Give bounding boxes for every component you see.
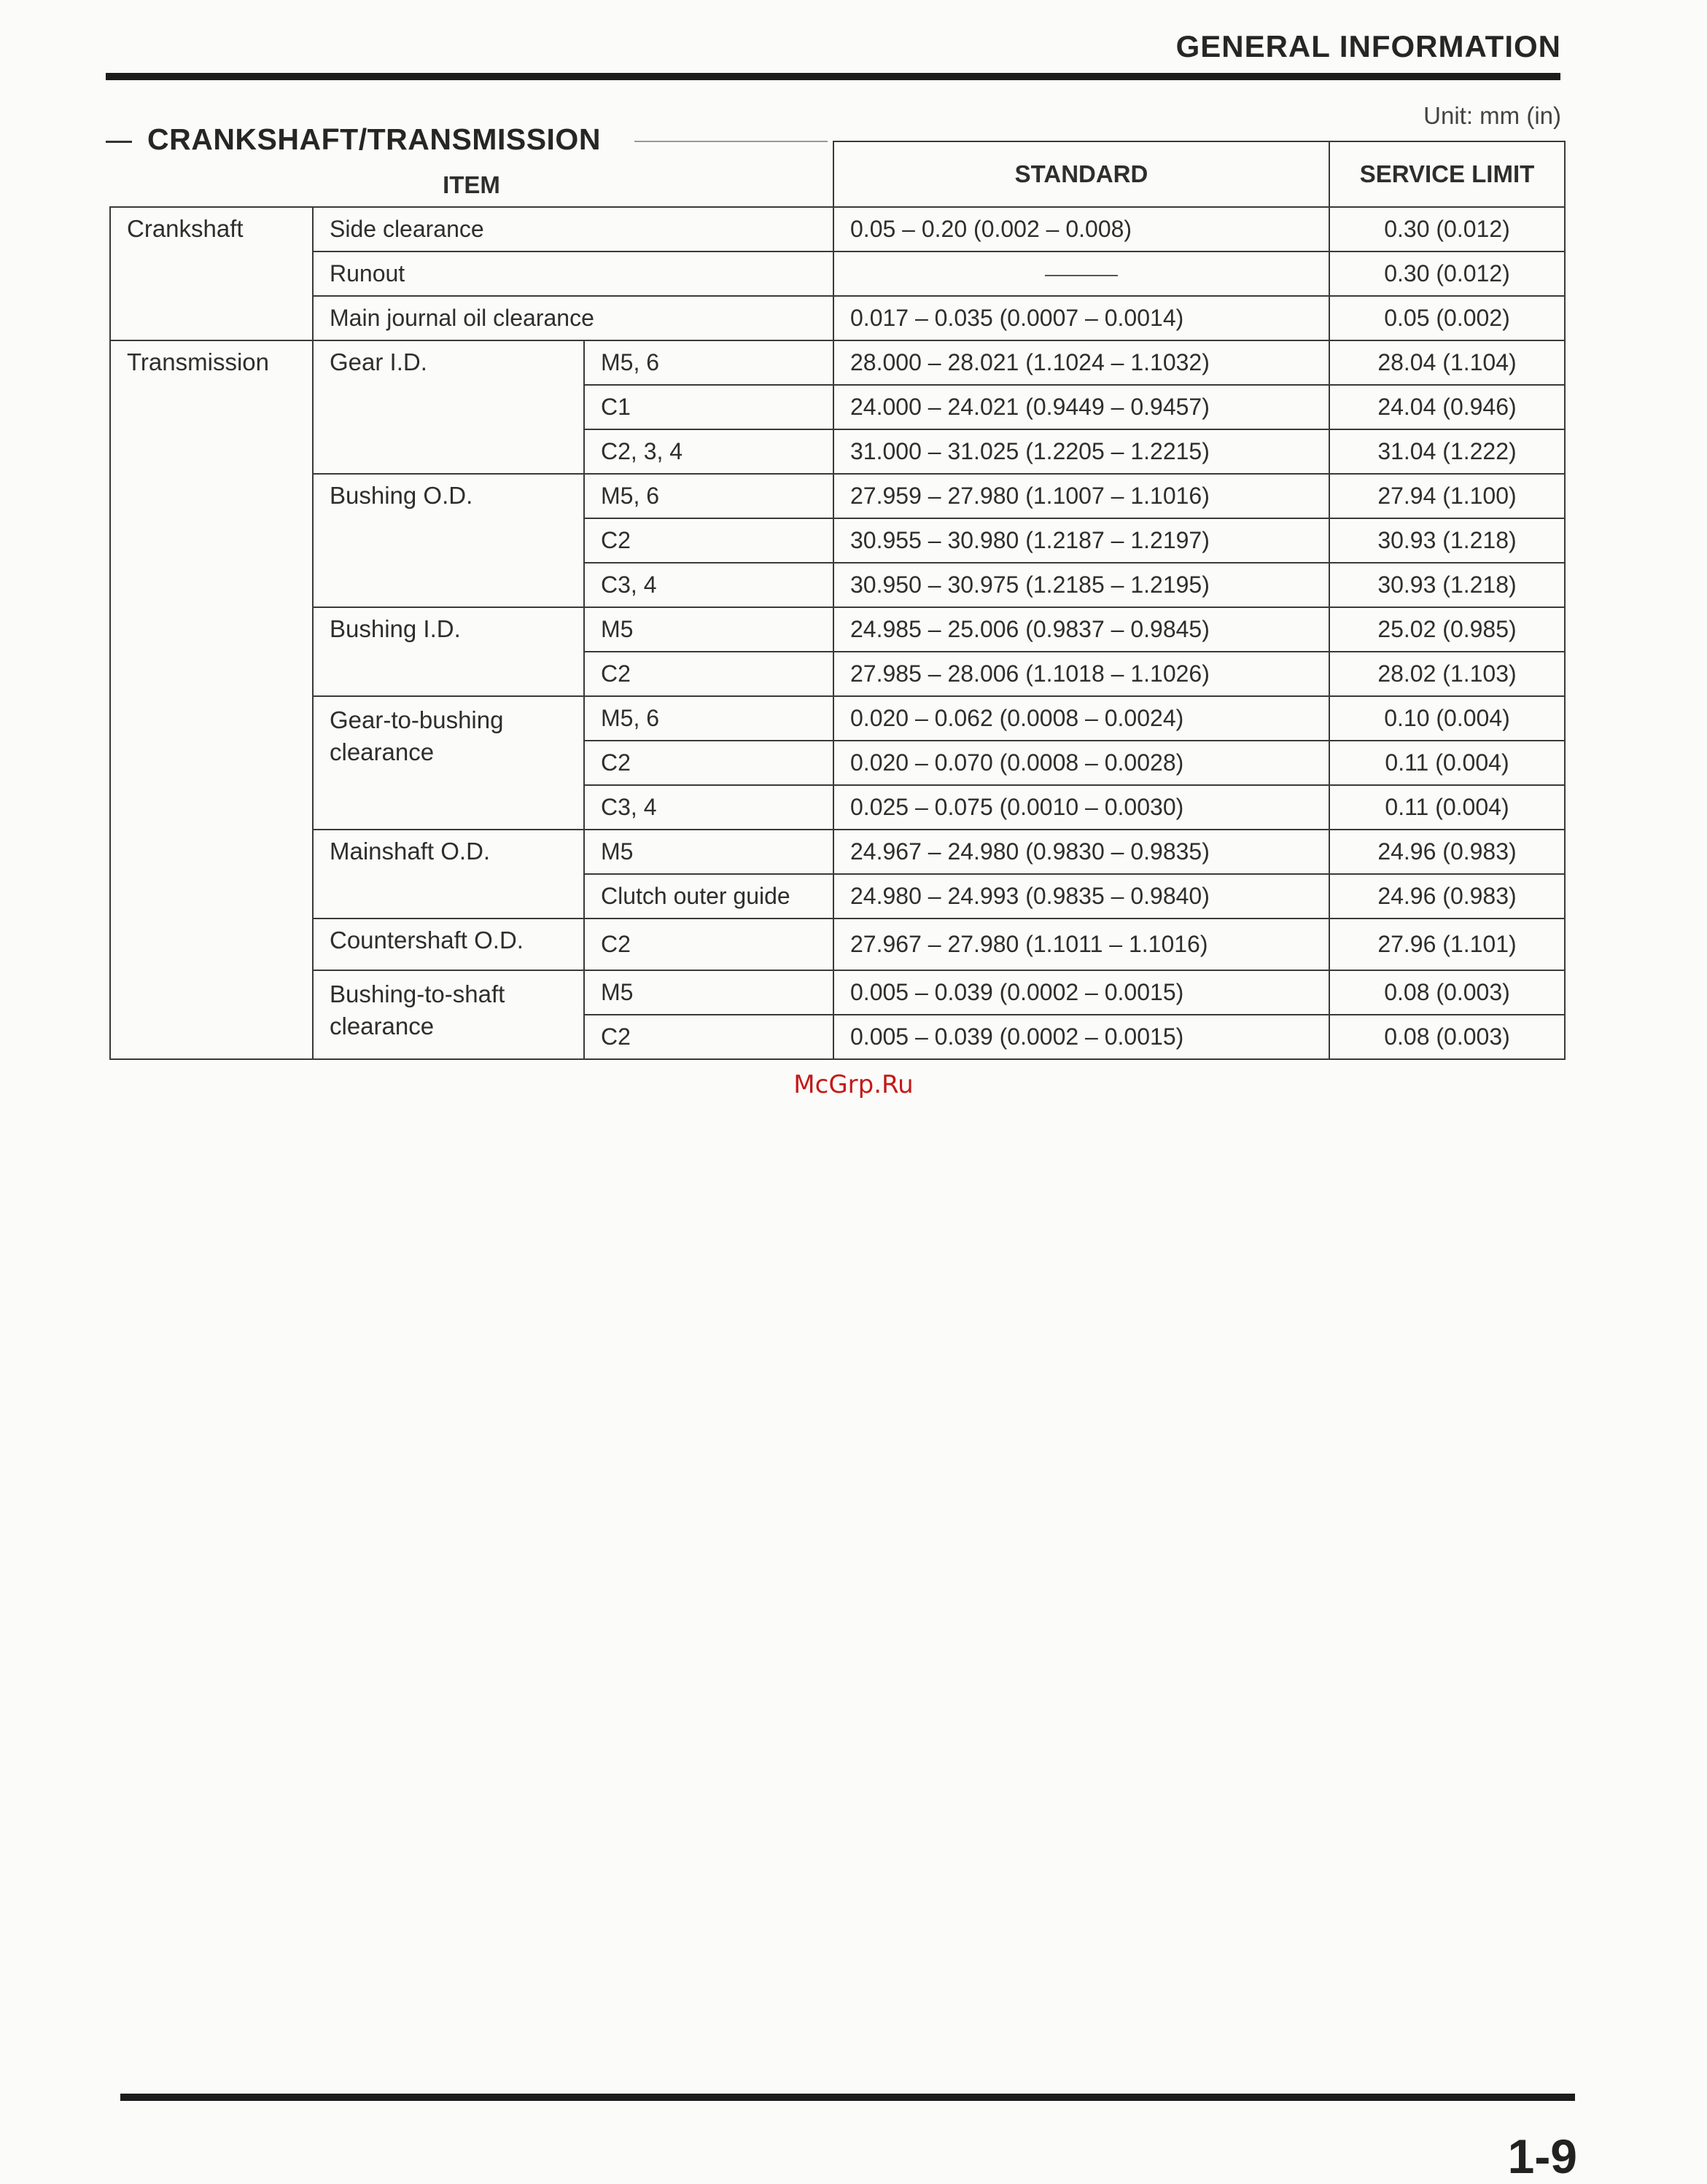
item-cell: Runout <box>313 251 833 296</box>
standard-cell: 30.955 – 30.980 (1.2187 – 1.2197) <box>833 518 1329 563</box>
limit-cell: 24.04 (0.946) <box>1329 385 1565 429</box>
limit-cell: 27.96 (1.101) <box>1329 919 1565 970</box>
standard-cell: 0.005 – 0.039 (0.0002 – 0.0015) <box>833 970 1329 1015</box>
table-row <box>110 970 1565 1015</box>
limit-cell: 24.96 (0.983) <box>1329 830 1565 874</box>
gear-cell: C1 <box>584 385 833 429</box>
gear-cell: M5, 6 <box>584 340 833 385</box>
limit-cell: 30.93 (1.218) <box>1329 518 1565 563</box>
section-title: CRANKSHAFT/TRANSMISSION <box>147 122 601 156</box>
group-crankshaft: Crankshaft <box>110 207 313 340</box>
gear-cell: C2 <box>584 518 833 563</box>
limit-cell: 30.93 (1.218) <box>1329 563 1565 607</box>
top-rule <box>106 73 1560 80</box>
gear-cell: M5 <box>584 970 833 1015</box>
gear-cell: Clutch outer guide <box>584 874 833 919</box>
standard-cell: 31.000 – 31.025 (1.2205 – 1.2215) <box>833 429 1329 474</box>
standard-cell: 30.950 – 30.975 (1.2185 – 1.2195) <box>833 563 1329 607</box>
table-row <box>110 607 1565 652</box>
bottom-rule <box>120 2094 1575 2101</box>
limit-cell: 0.30 (0.012) <box>1329 207 1565 251</box>
page-header-title: GENERAL INFORMATION <box>1175 29 1561 63</box>
spec-table <box>109 141 1566 1060</box>
item-cell: Side clearance <box>313 207 833 251</box>
limit-cell: 28.04 (1.104) <box>1329 340 1565 385</box>
limit-cell: 0.08 (0.003) <box>1329 970 1565 1015</box>
table-row <box>110 296 1565 340</box>
standard-cell: 27.985 – 28.006 (1.1018 – 1.1026) <box>833 652 1329 696</box>
gear-cell: C2 <box>584 741 833 785</box>
subgroup-mainshaft-od: Mainshaft O.D. <box>313 830 584 919</box>
table-row <box>110 474 1565 518</box>
gear-cell: M5, 6 <box>584 696 833 741</box>
gear-cell: C2 <box>584 919 833 970</box>
item-header: ITEM <box>110 141 833 207</box>
item-cell: Main journal oil clearance <box>313 296 833 340</box>
standard-cell: 0.005 – 0.039 (0.0002 – 0.0015) <box>833 1015 1329 1059</box>
standard-cell: 24.000 – 24.021 (0.9449 – 0.9457) <box>833 385 1329 429</box>
limit-cell: 0.30 (0.012) <box>1329 251 1565 296</box>
gear-cell: C3, 4 <box>584 563 833 607</box>
standard-cell: 0.020 – 0.062 (0.0008 – 0.0024) <box>833 696 1329 741</box>
group-transmission: Transmission <box>110 340 313 1059</box>
standard-cell: 28.000 – 28.021 (1.1024 – 1.1032) <box>833 340 1329 385</box>
limit-cell: 0.08 (0.003) <box>1329 1015 1565 1059</box>
standard-cell: 0.020 – 0.070 (0.0008 – 0.0028) <box>833 741 1329 785</box>
subgroup-bushing-id: Bushing I.D. <box>313 607 584 696</box>
table-row <box>110 696 1565 741</box>
standard-header: STANDARD <box>833 141 1329 207</box>
subgroup-bushing-od: Bushing O.D. <box>313 474 584 607</box>
table-row <box>110 207 1565 251</box>
standard-cell: 24.980 – 24.993 (0.9835 – 0.9840) <box>833 874 1329 919</box>
gear-cell: C2 <box>584 652 833 696</box>
standard-cell: 0.017 – 0.035 (0.0007 – 0.0014) <box>833 296 1329 340</box>
standard-cell: 0.025 – 0.075 (0.0010 – 0.0030) <box>833 785 1329 830</box>
limit-cell: 27.94 (1.100) <box>1329 474 1565 518</box>
gear-cell: M5 <box>584 830 833 874</box>
standard-cell: 24.985 – 25.006 (0.9837 – 0.9845) <box>833 607 1329 652</box>
gear-cell: C3, 4 <box>584 785 833 830</box>
watermark-text: McGrp.Ru <box>793 1070 914 1099</box>
limit-cell: 0.10 (0.004) <box>1329 696 1565 741</box>
gear-cell: M5 <box>584 607 833 652</box>
table-row <box>110 830 1565 874</box>
limit-cell: 31.04 (1.222) <box>1329 429 1565 474</box>
standard-cell: 24.967 – 24.980 (0.9830 – 0.9835) <box>833 830 1329 874</box>
gear-cell: C2, 3, 4 <box>584 429 833 474</box>
limit-cell: 0.11 (0.004) <box>1329 785 1565 830</box>
limit-cell: 0.05 (0.002) <box>1329 296 1565 340</box>
table-row <box>110 251 1565 296</box>
limit-cell: 25.02 (0.985) <box>1329 607 1565 652</box>
table-row <box>110 340 1565 385</box>
table-row <box>110 919 1565 970</box>
unit-note: Unit: mm (in) <box>1423 102 1561 129</box>
service-limit-header: SERVICE LIMIT <box>1329 141 1565 207</box>
limit-cell: 0.11 (0.004) <box>1329 741 1565 785</box>
standard-cell: 27.959 – 27.980 (1.1007 – 1.1016) <box>833 474 1329 518</box>
subgroup-countershaft-od: Countershaft O.D. <box>313 919 584 970</box>
subgroup-gear-id: Gear I.D. <box>313 340 584 474</box>
standard-cell-empty <box>833 251 1329 296</box>
gear-cell: C2 <box>584 1015 833 1059</box>
page-number: 1-9 <box>1507 2129 1577 2183</box>
standard-cell: 27.967 – 27.980 (1.1011 – 1.1016) <box>833 919 1329 970</box>
standard-cell: 0.05 – 0.20 (0.002 – 0.008) <box>833 207 1329 251</box>
limit-cell: 28.02 (1.103) <box>1329 652 1565 696</box>
not-applicable-dash <box>1045 275 1118 276</box>
subgroup-bushing-to-shaft-clearance: Bushing-to-shaft clearance <box>313 970 584 1059</box>
gear-cell: M5, 6 <box>584 474 833 518</box>
subgroup-gear-to-bushing-clearance: Gear-to-bushing clearance <box>313 696 584 830</box>
limit-cell: 24.96 (0.983) <box>1329 874 1565 919</box>
